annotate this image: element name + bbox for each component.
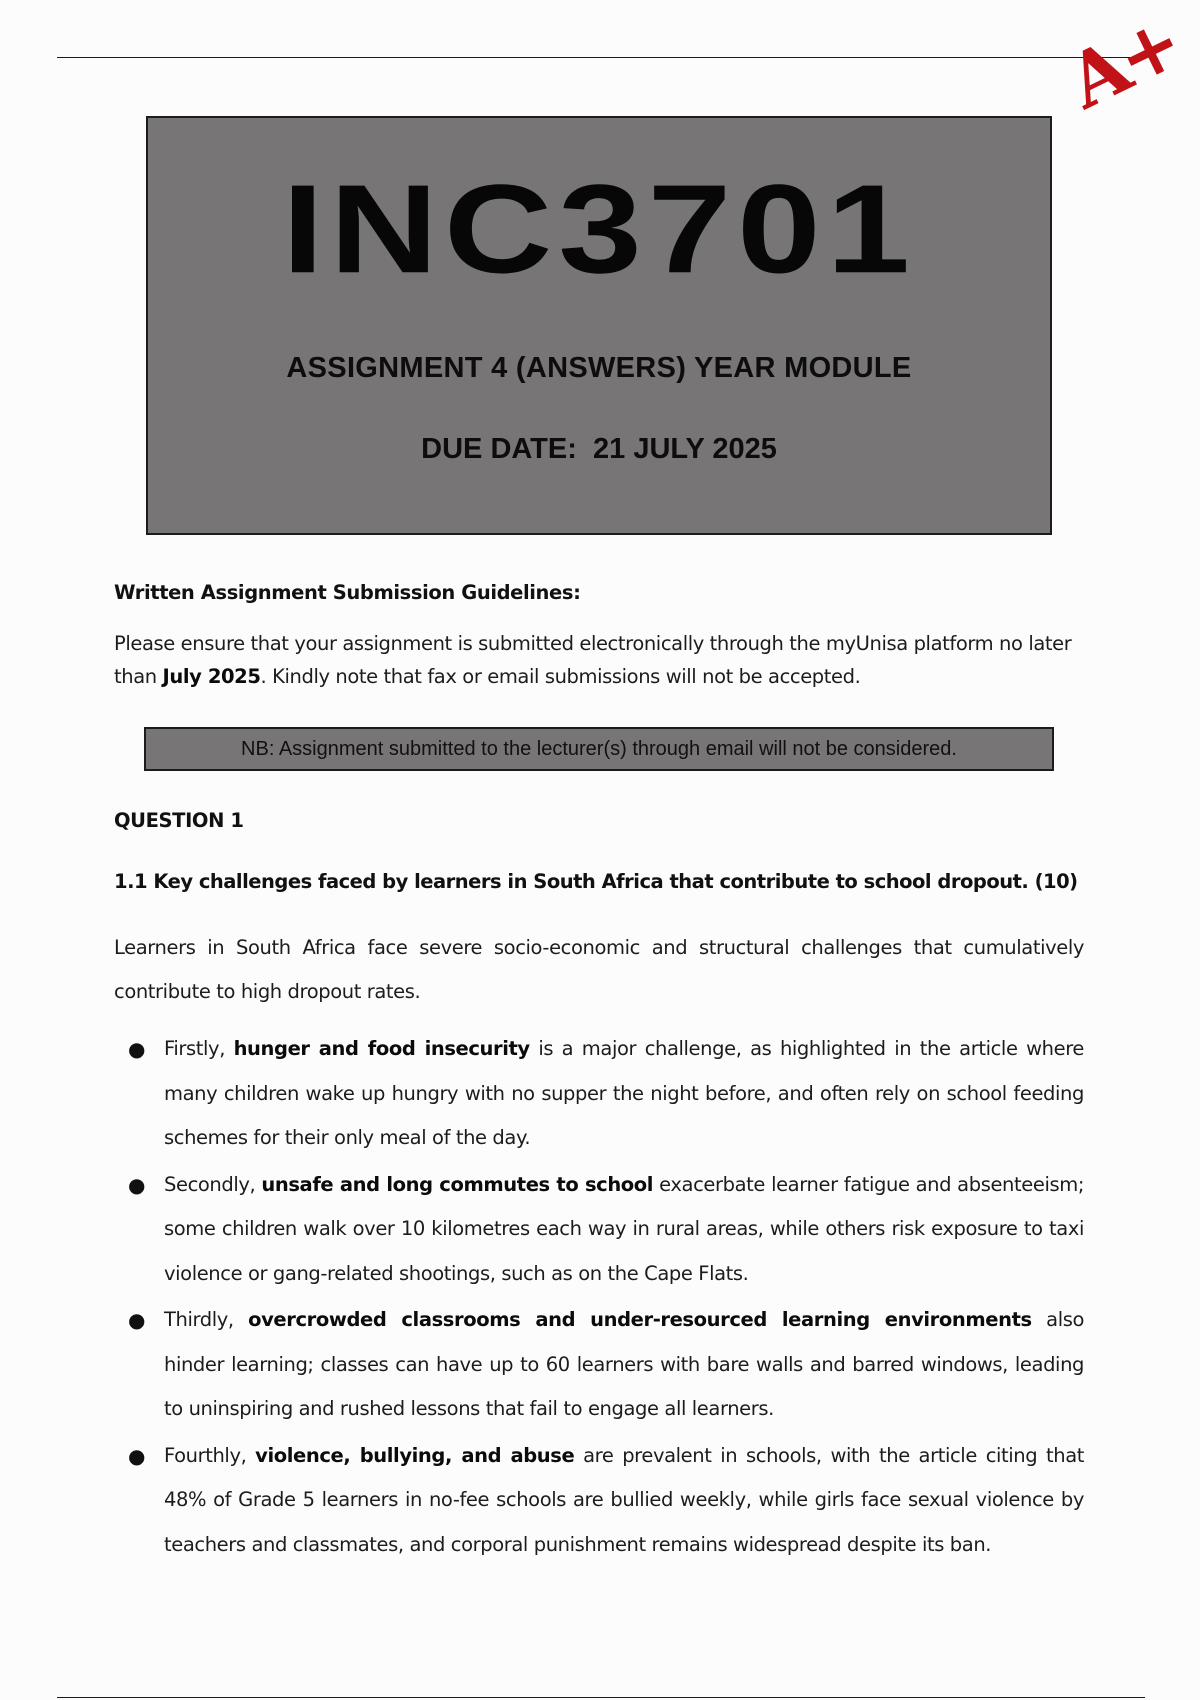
bullet-text: is a major challenge, as highlighted in the article where many children wake up hungry with no supper the night before, and often rely on school feeding schemes for their only meal of the day. [164,1037,1085,1149]
bullet-emphasis: hunger and food insecurity [233,1037,530,1060]
bullet-emphasis: violence, bullying, and abuse [255,1443,575,1467]
email-notice-box: NB: Assignment submitted to the lecturer(s) through email will not be considered. [144,727,1054,771]
guidelines-text-end: . Kindly note that fax or email submissions will not be accepted. [260,665,861,688]
assignment-title: ASSIGNMENT 4 (ANSWERS) YEAR MODULE [286,352,912,384]
guidelines-text [114,627,1074,693]
guidelines-text-start: Please ensure that your assignment is submitted electronically through the myUnisa platform no later than [114,632,1072,688]
list-item [114,1298,1084,1432]
challenges-list [114,1027,1084,1569]
intro-paragraph: Learners in South Africa face severe socio-economic and structural challenges that cumulatively contribute to high dropout rates. [114,936,1084,1003]
bullet-icon: ● [128,1308,146,1332]
question-subheading: 1.1 Key challenges faced by learners in South Africa that contribute to school dropout. (10) [114,870,1078,893]
bullet-emphasis: overcrowded classrooms and under-resourced learning environments [248,1308,1032,1331]
bullet-lead: Firstly, [164,1037,234,1060]
list-item [114,1027,1084,1161]
question-heading: QUESTION 1 [114,809,244,832]
bullet-lead: Secondly, [164,1172,262,1196]
guidelines-heading: Written Assignment Submission Guidelines: [114,581,581,604]
bullet-icon: ● [128,1443,146,1468]
bullet-lead: Fourthly, [164,1443,256,1467]
list-item [114,1163,1084,1297]
title-box [146,116,1052,535]
bullet-lead: Thirdly, [164,1308,249,1331]
bullet-icon: ● [128,1037,146,1061]
guidelines-deadline: July 2025 [162,665,261,688]
top-rule [57,57,1145,58]
course-code: INC3701 [281,158,917,300]
bullet-icon: ● [128,1172,146,1197]
list-item [114,1434,1084,1568]
bullet-text: are prevalent in schools, with the article citing that 48% of Grade 5 learners in no-fee schools are bullied weekly, while girls face sexual violence by teachers and classmates, and corporal punishment remains widespread despite its ban. [164,1443,1085,1556]
grade-stamp: A+ [1054,0,1193,127]
due-date: DUE DATE: 21 JULY 2025 [421,433,777,465]
bullet-emphasis: unsafe and long commutes to school [261,1172,654,1196]
course-code-wrap [148,158,1050,304]
bullet-text: exacerbate learner fatigue and absenteeism; some children walk over 10 kilometres each way in rural areas, while others risk exposure to taxi violence or gang-related shootings, such as on the Cape Flats. [164,1172,1084,1285]
bullet-text: also hinder learning; classes can have up to 60 learners with bare walls and barred windows, leading to uninspiring and rushed lessons that fail to engage all learners. [164,1308,1084,1420]
bottom-rule [57,1697,1145,1698]
